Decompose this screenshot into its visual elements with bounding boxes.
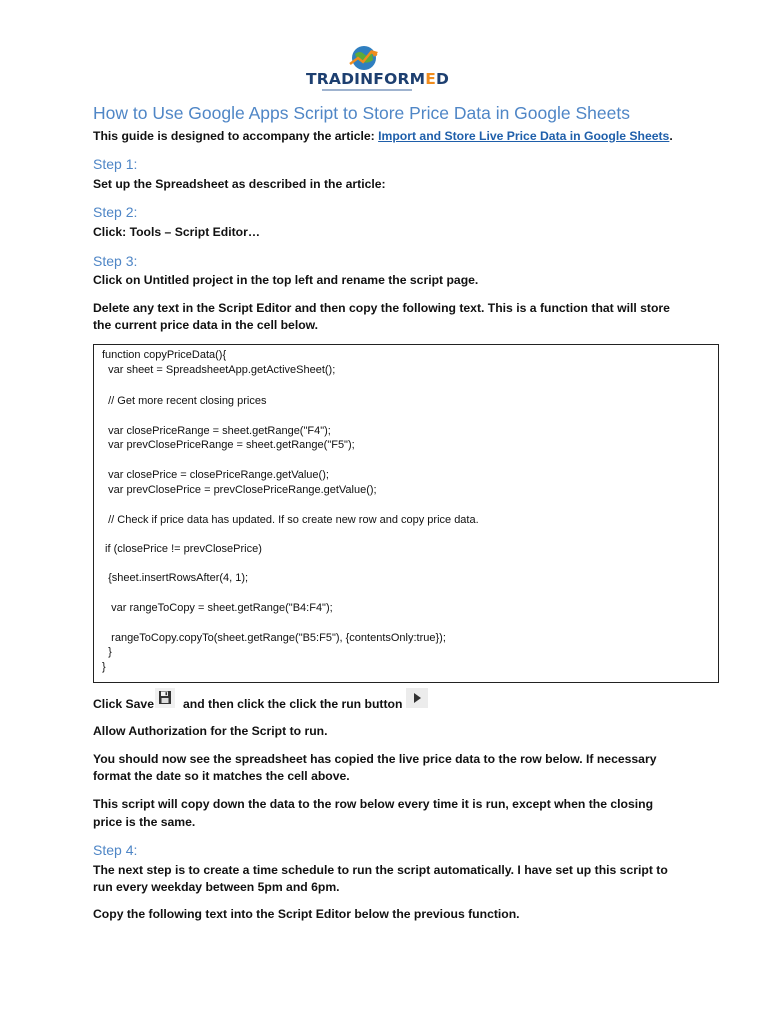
step-4-heading: Step 4:: [93, 842, 138, 858]
step-1-text: Set up the Spreadsheet as described in the article:: [93, 177, 386, 191]
code-line: // Get more recent closing prices: [102, 395, 267, 407]
step-3-heading: Step 3:: [93, 253, 138, 269]
logo-wordmark: TRADINFORMED: [306, 70, 450, 88]
code-line: rangeToCopy.copyTo(sheet.getRange("B5:F5"), {contentsOnly:true});: [102, 632, 446, 644]
code-line: var prevClosePriceRange = sheet.getRange("F5");: [102, 439, 355, 451]
click-save-label: Click Save: [93, 697, 154, 711]
code-line: var closePriceRange = sheet.getRange("F4");: [102, 425, 331, 437]
logo-tagline-bar: [322, 89, 412, 91]
logo-globe-icon: [344, 42, 384, 72]
result-line-2: format the date so it matches the cell above.: [93, 769, 350, 783]
copy-down-line-1: This script will copy down the data to the row below every time it is run, except when the closing: [93, 797, 654, 811]
step-4-line-1: The next step is to create a time schedule to run the script automatically. I have set up this script to: [93, 863, 668, 877]
code-line: function copyPriceData(){: [102, 349, 227, 361]
step-2-heading: Step 2:: [93, 204, 138, 220]
step-3-text: Click on Untitled project in the top left and rename the script page.: [93, 273, 479, 287]
authorization-text: Allow Authorization for the Script to run.: [93, 724, 328, 738]
code-line: if (closePrice != prevClosePrice): [102, 543, 262, 555]
intro-paragraph: This guide is designed to accompany the article: Import and Store Live Price Data in Google Sheets.: [93, 129, 673, 143]
result-line-1: You should now see the spreadsheet has copied the live price data to the row below. If necessary: [93, 752, 657, 766]
step-2-text: Click: Tools – Script Editor…: [93, 225, 261, 239]
page-title: How to Use Google Apps Script to Store Price Data in Google Sheets: [93, 103, 630, 123]
code-line: }: [102, 646, 112, 658]
step-4-line-2: run every weekday between 5pm and 6pm.: [93, 880, 340, 894]
step-4-copy-text: Copy the following text into the Script Editor below the previous function.: [93, 907, 520, 921]
tradinformed-logo: [306, 42, 450, 94]
code-line: var prevClosePrice = prevClosePriceRange.getValue();: [102, 484, 377, 496]
step-3-delete-line-2: the current price data in the cell below.: [93, 318, 319, 332]
code-line: }: [102, 661, 106, 673]
code-line: var closePrice = closePriceRange.getValue();: [102, 469, 329, 481]
copy-down-line-2: price is the same.: [93, 815, 196, 829]
code-line: {sheet.insertRowsAfter(4, 1);: [102, 572, 249, 584]
step-1-heading: Step 1:: [93, 156, 138, 172]
article-link[interactable]: Import and Store Live Price Data in Google Sheets: [378, 129, 670, 143]
play-triangle-icon: [406, 688, 428, 708]
step-3-delete-line-1: Delete any text in the Script Editor and then copy the following text. This is a function that will store: [93, 301, 670, 315]
code-line: var rangeToCopy = sheet.getRange("B4:F4");: [102, 602, 333, 614]
code-line: var sheet = SpreadsheetApp.getActiveSheet();: [102, 364, 336, 376]
code-line: // Check if price data has updated. If so create new row and copy price data.: [102, 514, 479, 526]
run-instruction: and then click the click the run button: [183, 697, 403, 711]
floppy-disk-icon: [155, 688, 175, 708]
